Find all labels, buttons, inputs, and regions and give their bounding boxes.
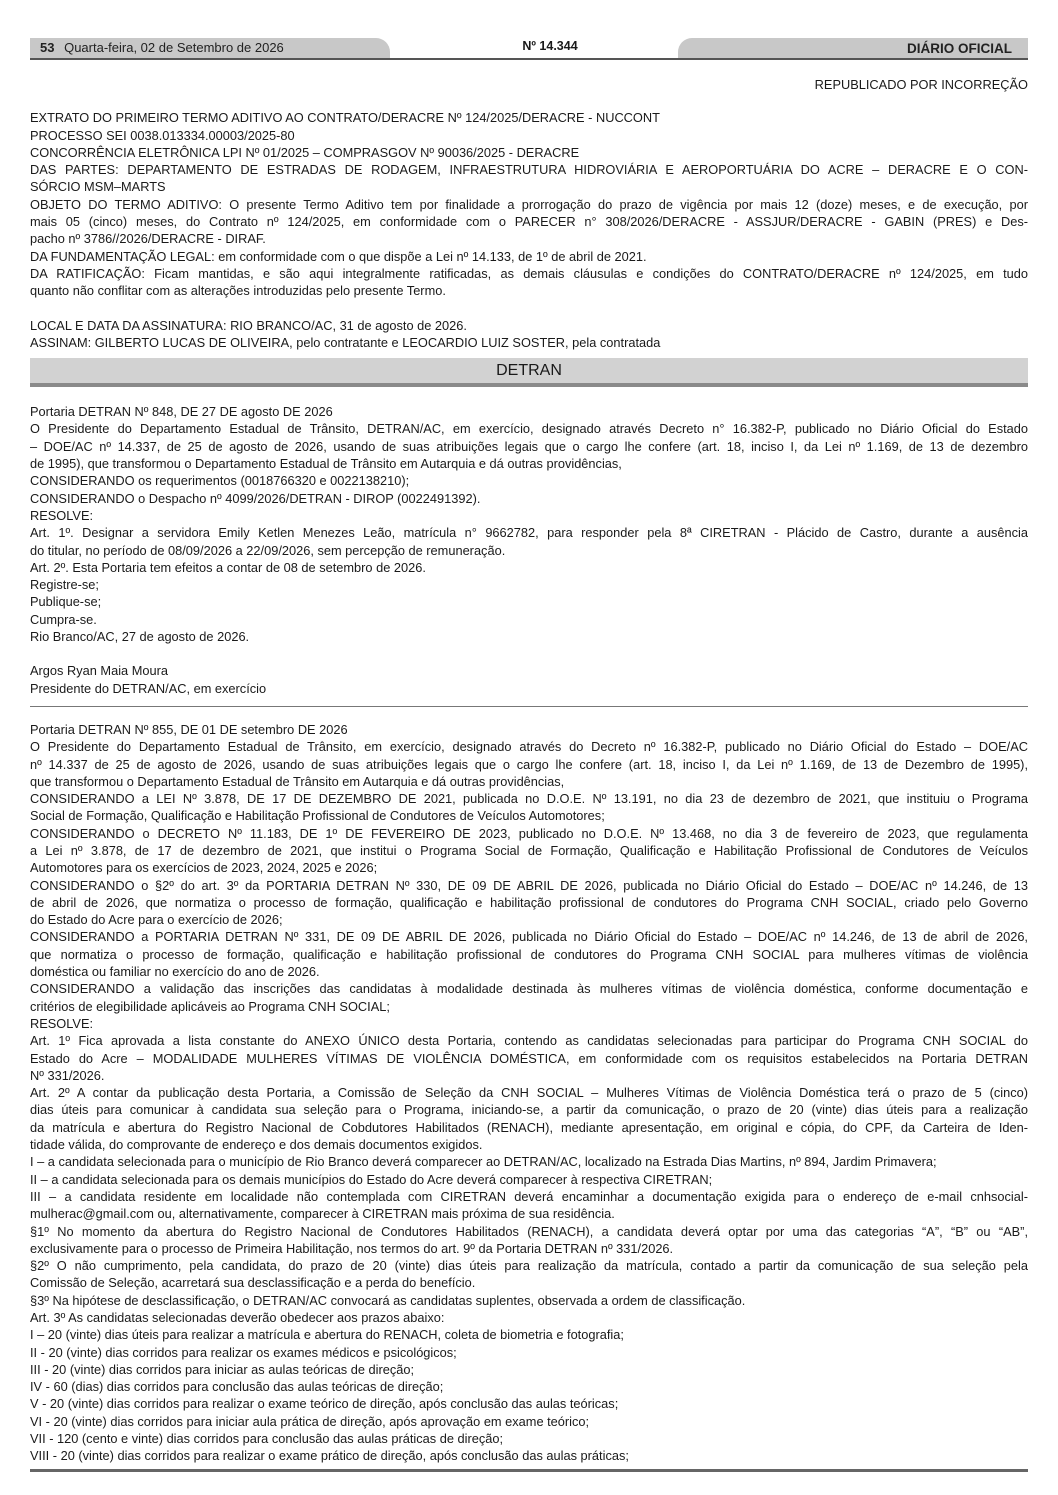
portaria-line: do titular, no período de 08/09/2026 a 22/09/2026, sem percepção de remuneração.: [30, 542, 506, 558]
page-header: [30, 38, 1028, 60]
header-rule: [30, 58, 1028, 60]
portaria-line: Publique-se;: [30, 594, 102, 610]
publication-name: DIÁRIO OFICIAL: [678, 38, 1028, 58]
portaria-line: critérios de elegibilidade aplicáveis ao Programa CNH SOCIAL;: [30, 998, 390, 1014]
portaria-line: III - 20 (vinte) dias corridos para iniciar as aulas teóricas de direção;: [30, 1361, 415, 1377]
header-date-tab: [30, 38, 390, 58]
portaria-line: §3º Na hipótese de desclassificação, o DETRAN/AC convocará as candidatas suplentes, observada a ordem de classificação.: [30, 1292, 746, 1308]
section-title-bar: DETRAN: [30, 358, 1028, 387]
portaria-line: dias úteis para comunicar à candidata sua seleção para o Programa, iniciando-se, a partir da comunicação, o prazo de 20 (vinte) dias úteis para a realização: [30, 1102, 1028, 1118]
extrato-ratificacao-line: quanto não conflitar com as alterações introduzidas pelo presente Termo.: [30, 283, 446, 299]
header-date: Quarta-feira, 02 de Setembro de 2026: [64, 40, 284, 55]
portaria-line: tidade válida, do comprovante de endereço e dos demais documentos exigidos.: [30, 1137, 483, 1153]
portaria-line: Art. 1º Fica aprovada a lista constante do ANEXO ÚNICO desta Portaria, contendo as candidatas selecionadas para participar do Programa CNH SOCIAL do: [30, 1033, 1028, 1049]
extrato-partes-line: DAS PARTES: DEPARTAMENTO DE ESTRADAS DE RODAGEM, INFRAESTRUTURA HIDROVIÁRIA E AEROPORTUÁRIA DO ACRE – DERACRE E O CON-: [30, 162, 1028, 178]
portaria-line: CONSIDERANDO o DECRETO Nº 11.183, DE 1º DE FEVEREIRO DE 2023, publicado no D.O.E. Nº 13.468, no dia 3 de fevereiro de 2023, que regulamenta: [30, 825, 1028, 841]
extrato-partes-line: SÓRCIO MSM–MARTS: [30, 179, 166, 195]
portaria-line: Art. 2º A contar da publicação desta Portaria, a Comissão de Seleção da CNH SOCIAL – Mulheres Vítimas de Violência Doméstica terá o prazo de 5 (cinco): [30, 1085, 1028, 1101]
portaria-line: mulherac@gmail.com ou, alternativamente, comparecer à CIRETRAN mais próxima de sua residência.: [30, 1206, 615, 1222]
page-number: 53: [40, 40, 55, 55]
portaria-title: Portaria DETRAN Nº 848, DE 27 DE agosto DE 2026: [30, 404, 333, 420]
extrato-local: LOCAL E DATA DA ASSINATURA: RIO BRANCO/AC, 31 de agosto de 2026.: [30, 317, 467, 333]
portaria-line: CONSIDERANDO os requerimentos (0018766320 e 0022138210);: [30, 473, 410, 489]
extrato-objeto-line: OBJETO DO TERMO ADITIVO: O presente Termo Aditivo tem por finalidade a prorrogação do prazo de vigência por mais 12 (doze) meses, e de execução, por: [30, 196, 1028, 212]
portaria-line: V - 20 (vinte) dias corridos para realizar o exame teórico de direção, após conclusão das aulas teóricas;: [30, 1396, 619, 1412]
portaria-line: VII - 120 (cento e vinte) dias corridos para conclusão das aulas práticas de direção;: [30, 1431, 504, 1447]
portaria-line: Social de Formação, Qualificação e Habilitação Profissional de Condutores de Veículos Automotores;: [30, 808, 605, 824]
extrato-processo: PROCESSO SEI 0038.013334.00003/2025-80: [30, 127, 295, 143]
portaria-line: Art. 1º. Designar a servidora Emily Ketlen Menezes Leão, matrícula n° 9662782, para responder pela 8ª CIRETRAN - Plácido de Castro, durante a ausência: [30, 525, 1028, 541]
republicado-notice: REPUBLICADO POR INCORREÇÃO: [814, 77, 1028, 92]
extrato-assinam: ASSINAM: GILBERTO LUCAS DE OLIVEIRA, pelo contratante e LEOCARDIO LUIZ SOSTER, pela contratada: [30, 334, 661, 350]
extrato-block: [30, 109, 1028, 351]
portaria-848: [30, 403, 1028, 697]
portaria-line: I – a candidata selecionada para o município de Rio Branco deverá comparecer ao DETRAN/AC, localizado na Estrada Dias Martins, nº 894, Jardim Primavera;: [30, 1154, 937, 1170]
edition-number: Nº 14.344: [522, 39, 578, 53]
portaria-line: CONSIDERANDO a LEI Nº 3.878, DE 17 DE DEZEMBRO DE 2021, publicada no D.O.E. Nº 13.191, no dia 23 de dezembro de 2021, que instituiu o Programa: [30, 791, 1028, 807]
portaria-line: Art. 2º. Esta Portaria tem efeitos a contar de 08 de setembro de 2026.: [30, 559, 426, 575]
portaria-line: – DOE/AC nº 14.337, de 25 de agosto de 2026, usando de suas atribuições legais que o cargo lhe confere (art. 18, inciso I, da Lei nº 1.169, de 13 de dezembro: [30, 438, 1028, 454]
portaria-line: RESOLVE:: [30, 1015, 94, 1031]
portaria-line: doméstica ou familiar no exercício do ano de 2026.: [30, 964, 320, 980]
portaria-line: IV - 60 (dias) dias corridos para conclusão das aulas teóricas de direção;: [30, 1379, 444, 1395]
extrato-fundamentacao: DA FUNDAMENTAÇÃO LEGAL: em conformidade com o que dispõe a Lei nº 14.133, de 1º de abril de 2021.: [30, 248, 647, 264]
portaria-line: III – a candidata residente em localidade não contemplada com CIRETRAN deverá encaminhar a documentação exigida para o endereço de e-mail cnhsocial-: [30, 1188, 1028, 1204]
portaria-date: Rio Branco/AC, 27 de agosto de 2026.: [30, 629, 250, 645]
portaria-line: I – 20 (vinte) dias úteis para realizar a matrícula e abertura do RENACH, coleta de biometria e fotografia;: [30, 1327, 624, 1343]
portaria-line: CONSIDERANDO o Despacho nº 4099/2026/DETRAN - DIROP (0022491392).: [30, 490, 481, 506]
signer-name: Argos Ryan Maia Moura: [30, 663, 168, 679]
portaria-line: do Estado do Acre para o exercício de 2026;: [30, 912, 283, 928]
portaria-line: RESOLVE:: [30, 507, 94, 523]
portaria-line: Estado do Acre – MODALIDADE MULHERES VÍTIMAS DE VIOLÊNCIA DOMÉSTICA, em conformidade com os requisitos estabelecidos na Portaria DETRAN: [30, 1050, 1028, 1066]
portaria-line: nº 14.337 de 25 de agosto de 2026, usando de suas atribuições legais que o cargo lhe confere (art. 18, inciso I, da Lei nº 1.169, de 13 de Dezembro de 1995),: [30, 756, 1028, 772]
signer-title: Presidente do DETRAN/AC, em exercício: [30, 680, 267, 696]
portaria-line: a Lei nº 3.878, de 17 de dezembro de 2021, que institui o Programa Social de Formação, Qualificação e Habilitação Profissional de Condutores de Veículos: [30, 842, 1028, 858]
portaria-line: §1º No momento da abertura do Registro Nacional de Condutores Habilitados (RENACH), a candidata deverá optar por uma das categorias “A”, “B” ou “AB”,: [30, 1223, 1028, 1239]
portaria-line: VI - 20 (vinte) dias corridos para iniciar aula prática de direção, após aprovação em exame teórico;: [30, 1413, 590, 1429]
extrato-objeto-line: pacho nº 3786//2026/DERACRE - DIRAF.: [30, 231, 266, 247]
extrato-title: EXTRATO DO PRIMEIRO TERMO ADITIVO AO CONTRATO/DERACRE Nº 124/2025/DERACRE - NUCCONT: [30, 110, 660, 126]
portaria-line: CONSIDERANDO a validação das inscrições das candidatas à modalidade destinada às mulheres vítimas de violência doméstica, conforme documentação e: [30, 981, 1028, 997]
footer-rule: [30, 1469, 1028, 1472]
portaria-line: Registre-se;: [30, 577, 99, 593]
portaria-line: Cumpra-se.: [30, 611, 97, 627]
portaria-line: II - 20 (vinte) dias corridos para realizar os exames médicos e psicológicos;: [30, 1344, 457, 1360]
portaria-line: Comissão de Seleção, acarretará sua desclassificação e a perda do benefício.: [30, 1275, 476, 1291]
portaria-line: de 1995), que transformou o Departamento Estadual de Trânsito em Autarquia e dá outras providências,: [30, 456, 622, 472]
portaria-body: [30, 738, 1028, 1464]
portaria-title: Portaria DETRAN Nº 855, DE 01 DE setembro DE 2026: [30, 721, 348, 737]
portaria-line: Automotores para os exercícios de 2023, 2024, 2025 e 2026;: [30, 860, 378, 876]
portaria-line: II – a candidata selecionada para os demais municípios do Estado do Acre deverá comparecer à respectiva CIRETRAN;: [30, 1171, 713, 1187]
extrato-concorrencia: CONCORRÊNCIA ELETRÔNICA LPI Nº 01/2025 – COMPRASGOV Nº 90036/2025 - DERACRE: [30, 144, 580, 160]
portaria-line: exclusivamente para o processo de Primeira Habilitação, nos termos do art. 9º da Portaria DETRAN nº 331/2026.: [30, 1240, 674, 1256]
portaria-line: que transformou o Departamento Estadual de Trânsito em Autarquia e dá outras providências,: [30, 773, 565, 789]
portaria-line: Art. 3º As candidatas selecionadas deverão obedecer aos prazos abaixo:: [30, 1310, 445, 1325]
portaria-line: da matrícula e abertura do Registro Nacional de Cobdutores Habilitados (RENACH), mediante apresentação, em original e cópia, do CPF, da Carteira de Iden-: [30, 1119, 1028, 1135]
portaria-line: Nº 331/2026.: [30, 1067, 105, 1083]
portaria-line: CONSIDERANDO a PORTARIA DETRAN Nº 331, DE 09 DE ABRIL DE 2026, publicada no Diário Oficial do Estado – DOE/AC nº 14.246, de 13 de abril de 2026,: [30, 929, 1028, 945]
portaria-line: que normatiza o processo de formação, qualificação e habilitação profissional de condutores do Programa CNH SOCIAL para mulheres vítimas de violência: [30, 946, 1028, 962]
portaria-line: de abril de 2026, que normatiza o processo de formação, qualificação e habilitação profissional de condutores do Programa CNH SOCIAL, criado pelo Governo: [30, 894, 1028, 910]
portaria-line: O Presidente do Departamento Estadual de Trânsito, DETRAN/AC, em exercício, designado através Decreto n° 16.382-P, publicado no Diário Oficial do Estado: [30, 421, 1028, 437]
portaria-855: [30, 721, 1028, 1465]
extrato-ratificacao-line: DA RATIFICAÇÃO: Ficam mantidas, e são aqui integralmente ratificadas, as demais cláusulas e condições do CONTRATO/DERACRE nº 124/2025, em tudo: [30, 265, 1028, 281]
page-content: [30, 76, 1028, 1465]
portaria-line: O Presidente do Departamento Estadual de Trânsito, em exercício, designado através do Decreto nº 16.382-P, publicado no Diário Oficial do Estado – DOE/AC: [30, 739, 1028, 755]
divider: [30, 706, 1028, 707]
extrato-objeto-line: mais 05 (cinco) meses, do Contrato nº 124/2025, em conformidade com o PARECER n° 308/2026/DERACRE - ASSJUR/DERACRE - GABIN (PRES) e Des-: [30, 214, 1028, 230]
portaria-line: VIII - 20 (vinte) dias corridos para realizar o exame prático de direção, após conclusão das aulas práticas;: [30, 1448, 629, 1464]
portaria-line: §2º O não cumprimento, pela candidata, do prazo de 20 (vinte) dias úteis para realização da matrícula, contado a partir da comunicação de sua seleção pela: [30, 1258, 1028, 1274]
portaria-line: CONSIDERANDO o §2º do art. 3º da PORTARIA DETRAN Nº 330, DE 09 DE ABRIL DE 2026, publicada no Diário Oficial do Estado – DOE/AC nº 14.246, de 13: [30, 877, 1028, 893]
